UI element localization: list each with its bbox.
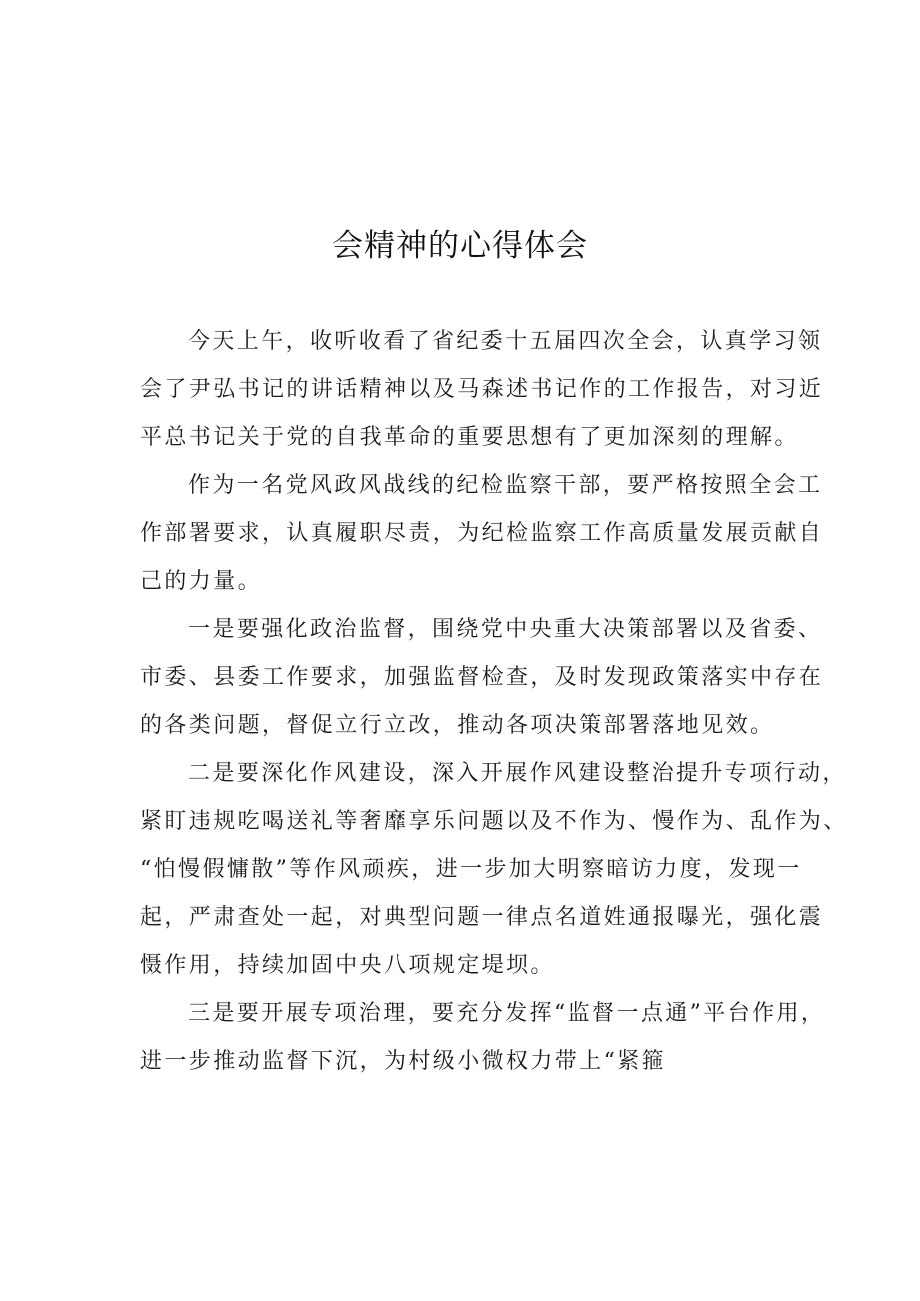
paragraph-line: 己的力量。 [140,569,263,594]
paragraph-line: 今天上午，收听收看了省纪委十五届四次全会，认真学习领 [188,329,823,354]
paragraph-line: 一是要强化政治监督，围绕党中央重大决策部署以及省委、 [188,617,823,642]
paragraph-line: “怕慢假慵散”等作风顽疾，进一步加大明察暗访力度，发现一 [140,857,802,882]
paragraph-line: 慑作用，持续加固中央八项规定堤坝。 [140,953,555,978]
paragraph-1 [140,318,824,462]
paragraph-line: 二是要深化作风建设，深入开展作风建设整治提升专项行动， [188,761,847,786]
paragraph-line: 会了尹弘书记的讲话精神以及马森述书记作的工作报告，对习近 [140,377,824,402]
document-body [140,318,848,1086]
paragraph-line: 市委、县委工作要求，加强监督检查，及时发现政策落实中存在 [140,665,824,690]
paragraph-line: 三是要开展专项治理，要充分发挥“监督一点通”平台作用， [188,1001,826,1026]
paragraph-line: 的各类问题，督促立行立改，推动各项决策部署落地见效。 [140,713,775,738]
document-title: 会精神的心得体会 [332,228,588,264]
paragraph-5 [140,990,826,1086]
paragraph-line: 进一步推动监督下沉，为村级小微权力带上“紧箍 [140,1049,667,1074]
paragraph-4 [140,750,848,990]
paragraph-2 [140,462,824,606]
paragraph-line: 作部署要求，认真履职尽责，为纪检监察工作高质量发展贡献自 [140,521,824,546]
paragraph-line: 起，严肃查处一起，对典型问题一律点名道姓通报曝光，强化震 [140,905,824,930]
paragraph-line: 紧盯违规吃喝送礼等奢靡享乐问题以及不作为、慢作为、乱作为、 [140,809,848,834]
paragraph-line: 作为一名党风政风战线的纪检监察干部，要严格按照全会工 [188,473,823,498]
paragraph-line: 平总书记关于党的自我革命的重要思想有了更加深刻的理解。 [140,425,799,450]
paragraph-3 [140,606,824,750]
